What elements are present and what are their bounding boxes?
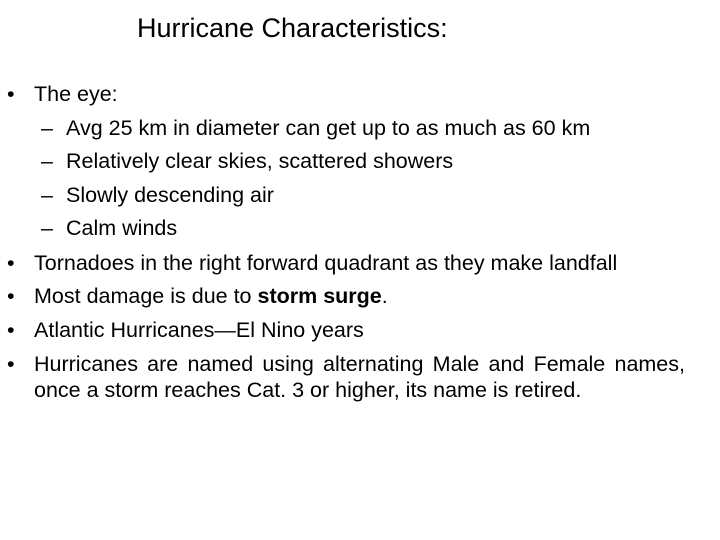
sub-bullet-item — [0, 179, 720, 213]
sub-bullet-text: Calm winds — [66, 216, 178, 241]
bullet-item-atlantic — [0, 314, 684, 348]
bullet-item-eye — [0, 78, 684, 112]
slide-title: Hurricane Characteristics: — [137, 13, 448, 43]
bullet-text: Hurricanes are named using alternating Male and Female names, once a storm reaches Cat. 3 or higher, its name is retired. — [34, 352, 685, 403]
bullet-icon: • — [7, 250, 15, 275]
bullet-text: Tornadoes in the right forward quadrant as they make landfall — [34, 250, 618, 275]
bullet-icon: • — [7, 317, 15, 342]
dash-icon: – — [41, 216, 53, 241]
bullet-icon: • — [7, 352, 15, 377]
sub-bullet-item — [0, 145, 720, 179]
bullet-icon: • — [7, 283, 15, 308]
sub-bullet-item — [0, 112, 720, 146]
bullet-item-naming — [0, 347, 685, 407]
bullet-text-bold: storm surge — [257, 283, 382, 308]
dash-icon: – — [41, 149, 53, 174]
bullet-text-end: . — [381, 283, 388, 308]
sub-bullet-text: Relatively clear skies, scattered showers — [66, 149, 454, 174]
dash-icon: – — [41, 182, 53, 207]
bullet-item-tornadoes — [0, 246, 684, 280]
sub-bullet-text: Avg 25 km in diameter can get up to as much as 60 km — [66, 115, 591, 140]
bullet-text: Most damage is due to — [34, 283, 258, 308]
sub-bullet-text: Slowly descending air — [66, 182, 274, 207]
sub-bullet-item — [0, 212, 720, 246]
bullet-icon: • — [7, 82, 15, 106]
bullet-list — [0, 78, 720, 407]
dash-icon: – — [41, 115, 53, 140]
bullet-text: Atlantic Hurricanes—El Nino years — [34, 317, 364, 342]
bullet-text: The eye: — [34, 82, 118, 106]
bullet-item-damage — [0, 280, 684, 314]
